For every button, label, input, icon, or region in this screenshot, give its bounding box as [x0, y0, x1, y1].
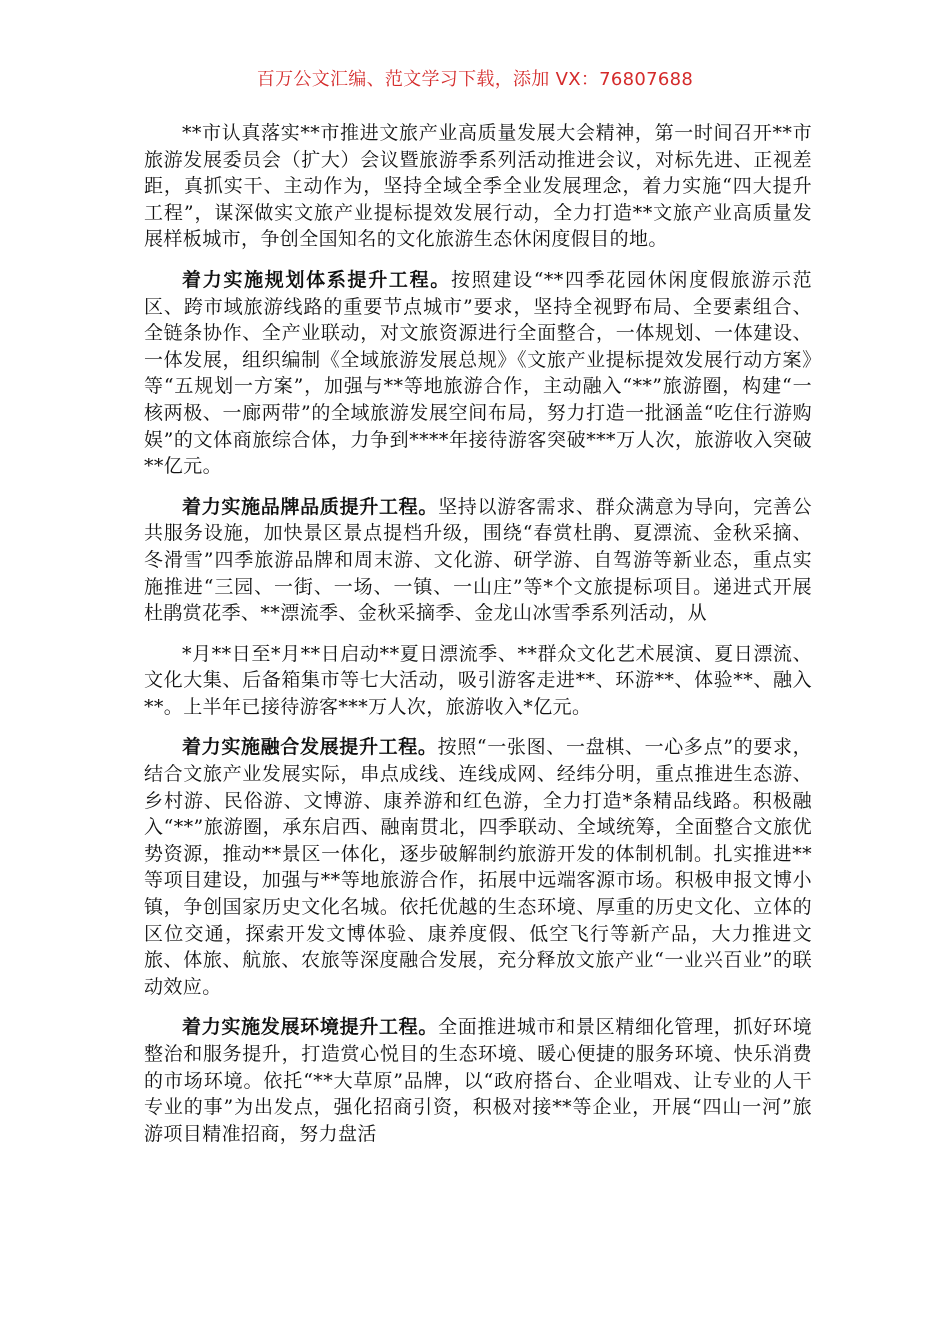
paragraph-text: 按照“一张图、一盘棋、一心多点”的要求，结合文旅产业发展实际，串点成线、连线成网、经纬分明，重点推进生态游、乡村游、民俗游、文博游、康养游和红色游，全力打造*条精品线路。积极融入“**”旅游圈，承东启西、融南贯北，四季联动、全域统筹，全面整合文旅优势资源，推动**景区一体化，逐步破解制约旅游开发的体制机制。扎实推进**等项目建设，加强与**等地旅游合作，拓展中远端客源市场。积极申报文博小镇，争创国家历史文化名城。依托优越的生态环境、厚重的历史文化、立体的区位交通，探索开发文博体验、康养度假、低空飞行等新产品，大力推进文旅、体旅、航旅、农旅等深度融合发展，充分释放文旅产业“一业兴百业”的联动效应。: [144, 736, 813, 998]
paragraph-summer-events: [144, 641, 812, 721]
paragraph-text: *月**日至*月**日启动**夏日漂流季、**群众文化艺术展演、夏日漂流、文化大集、后备箱集市等七大活动，吸引游客走进**、环游**、体验**、融入**。上半年已接待游客***万人次，旅游收入*亿元。: [144, 642, 812, 718]
paragraph-environment: [144, 1014, 812, 1147]
paragraph-lead: 着力实施品牌品质提升工程。: [182, 495, 439, 518]
paragraph-text: **市认真落实**市推进文旅产业高质量发展大会精神，第一时间召开**市旅游发展委员会（扩大）会议暨旅游季系列活动推进会议，对标先进、正视差距，真抓实干、主动作为，坚持全域全季全业发展理念，着力实施“四大提升工程”，谋深做实文旅产业提标提效发展行动，全力打造**文旅产业高质量发展样板城市，争创全国知名的文化旅游生态休闲度假目的地。: [144, 122, 812, 251]
document-body: [144, 120, 812, 1161]
paragraph-lead: 着力实施规划体系提升工程。: [182, 268, 451, 291]
paragraph-text: 按照建设“**四季花园休闲度假旅游示范区、跨市域旅游线路的重要节点城市”要求，坚持全视野布局、全要素组合、全链条协作、全产业联动，对文旅资源进行全面整合，一体规划、一体建设、一体发展，组织编制《全域旅游发展总规》《文旅产业提标提效发展行动方案》等“五规划一方案”，加强与**等地旅游合作，主动融入“**”旅游圈，构建“一核两极、一廊两带”的全域旅游发展空间布局，努力打造一批涵盖“吃住行游购娱”的文体商旅综合体，力争到****年接待游客突破***万人次，旅游收入突破**亿元。: [144, 268, 812, 478]
watermark-header: 百万公文汇编、范文学习下载，添加 VX：76807688: [256, 69, 694, 90]
paragraph-intro: [144, 120, 812, 253]
paragraph-lead: 着力实施融合发展提升工程。: [182, 736, 438, 759]
paragraph-text: 全面推进城市和景区精细化管理，抓好环境整治和服务提升，打造赏心悦目的生态环境、暖心便捷的服务环境、快乐消费的市场环境。依托“**大草原”品牌，以“政府搭台、企业唱戏、让专业的人干专业的事”为出发点，强化招商引资，积极对接**等企业，开展“四山一河”旅游项目精准招商，努力盘活: [144, 1016, 812, 1145]
paragraph-brand: [144, 494, 812, 627]
paragraph-planning: [144, 267, 812, 480]
paragraph-integration: [144, 734, 812, 1000]
paragraph-text: 坚持以游客需求、群众满意为导向，完善公共服务设施，加快景区景点提档升级，围绕“春赏杜鹃、夏漂流、金秋采摘、冬滑雪”四季旅游品牌和周末游、文化游、研学游、自驾游等新业态，重点实施推进“三园、一街、一场、一镇、一山庄”等*个文旅提标项目。递进式开展杜鹃赏花季、**漂流季、金秋采摘季、金龙山冰雪季系列活动，从: [144, 495, 812, 625]
paragraph-lead: 着力实施发展环境提升工程。: [182, 1016, 439, 1039]
